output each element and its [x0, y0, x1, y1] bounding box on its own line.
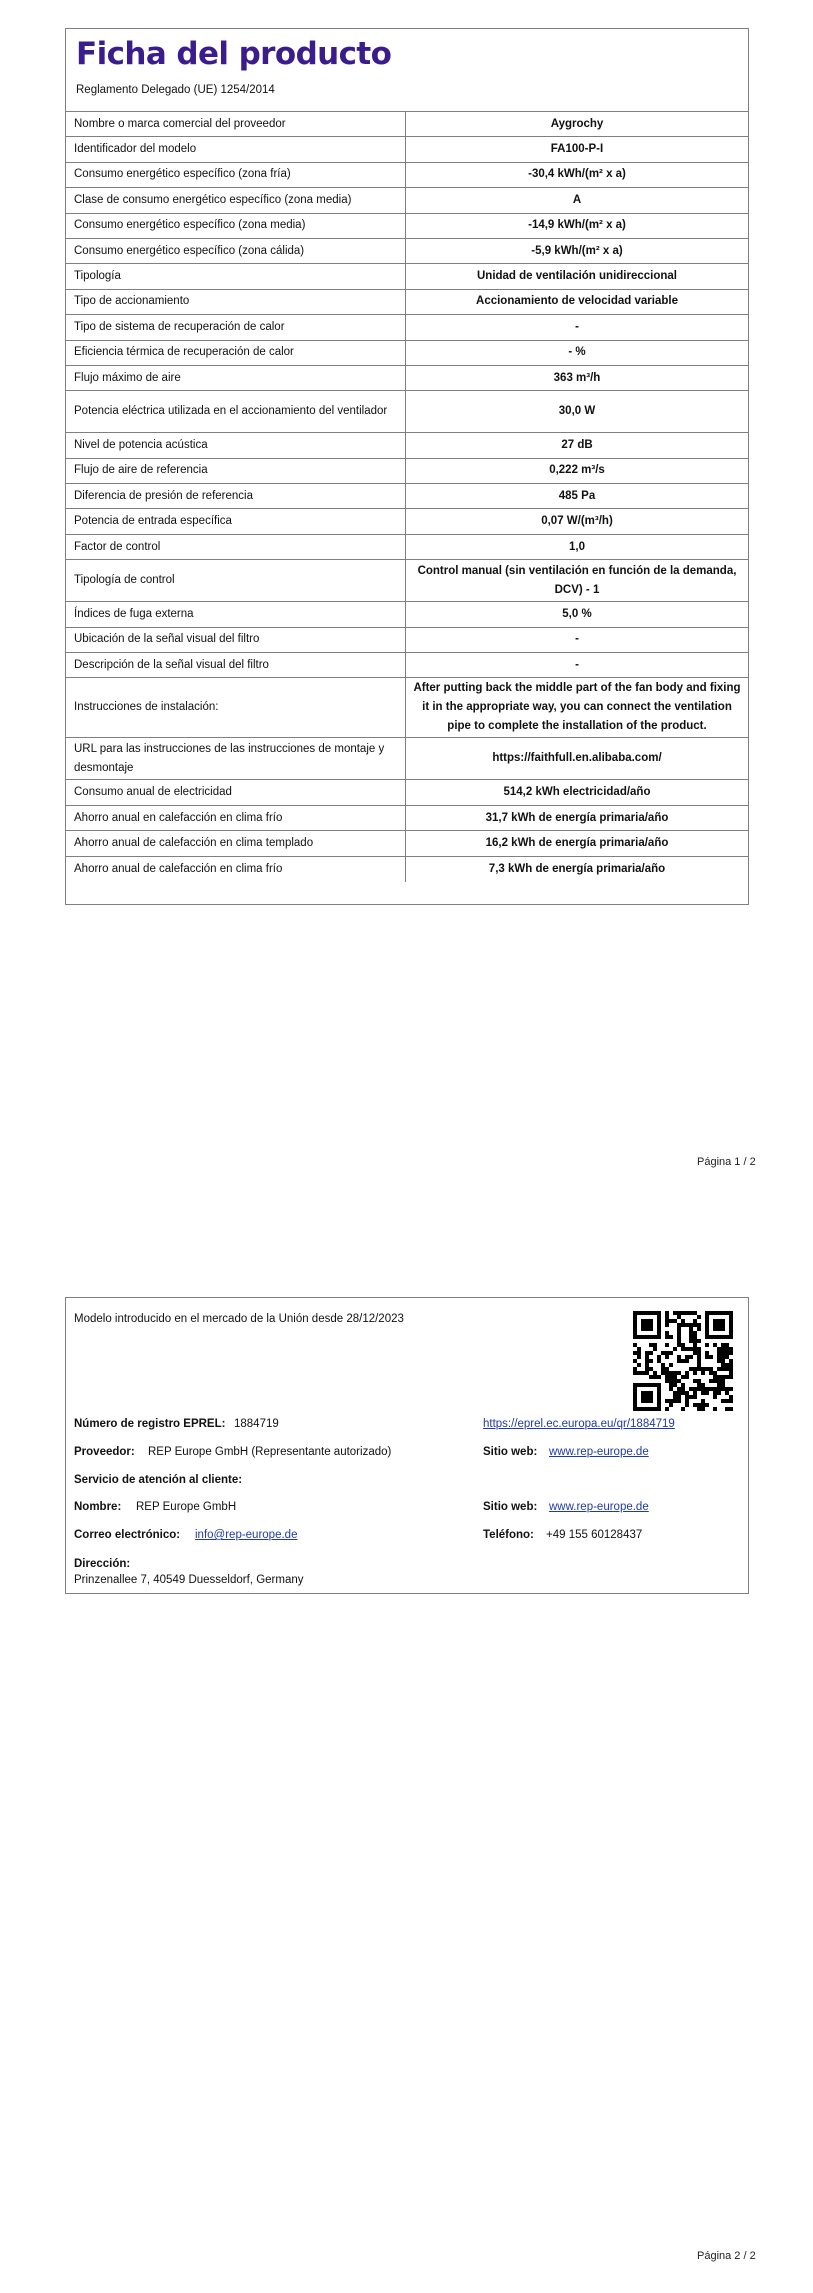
- spec-value: -14,9 kWh/(m² x a): [528, 219, 626, 232]
- spec-row: [66, 560, 748, 602]
- phone-value: +49 155 60128437: [546, 1529, 643, 1541]
- spec-value: 514,2 kWh electricidad/año: [503, 786, 651, 799]
- spec-label: Factor de control: [66, 535, 406, 559]
- spec-row: [66, 391, 748, 433]
- spec-label: Tipología de control: [66, 560, 406, 601]
- email-link[interactable]: info@rep-europe.de: [195, 1529, 298, 1541]
- service-name-value: REP Europe GmbH: [136, 1501, 237, 1513]
- spec-label: Descripción de la señal visual del filtro: [66, 653, 406, 677]
- spec-label: Nivel de potencia acústica: [66, 433, 406, 457]
- eprel-label: Número de registro EPREL:: [74, 1418, 226, 1430]
- spec-value: 363 m³/h: [553, 371, 601, 384]
- spec-value: 30,0 W: [558, 405, 596, 418]
- spec-row: [66, 738, 748, 780]
- spec-label: Ubicación de la señal visual del filtro: [66, 628, 406, 652]
- spec-value: 485 Pa: [558, 489, 596, 502]
- address-value: Prinzenallee 7, 40549 Duesseldorf, Germany: [74, 1574, 304, 1586]
- spec-value: FA100-P-I: [550, 143, 604, 156]
- service-website-label: Sitio web:: [483, 1501, 538, 1513]
- spec-value: Aygrochy: [550, 117, 604, 130]
- sheet-header: [66, 29, 748, 112]
- eprel-link[interactable]: https://eprel.ec.europa.eu/qr/1884719: [483, 1418, 675, 1430]
- spec-label: Ahorro anual de calefacción en clima templado: [66, 831, 406, 855]
- spec-value: -5,9 kWh/(m² x a): [531, 244, 623, 257]
- spec-row: [66, 290, 748, 315]
- spec-label: Ahorro anual en calefacción en clima frío: [66, 806, 406, 830]
- spec-label: Ahorro anual de calefacción en clima frío: [66, 857, 406, 882]
- spec-row: [66, 653, 748, 678]
- spec-row: [66, 264, 748, 289]
- product-sheet-table: [65, 28, 749, 905]
- spec-value: Unidad de ventilación unidireccional: [476, 270, 677, 283]
- page-number-2: Página 2 / 2: [697, 2250, 756, 2262]
- spec-label: Tipo de accionamiento: [66, 290, 406, 314]
- spec-value: -: [575, 320, 579, 333]
- spec-value: 31,7 kWh de energía primaria/año: [485, 811, 669, 824]
- spec-row: [66, 806, 748, 831]
- market-date-text: Modelo introducido en el mercado de la Unión desde 28/12/2023: [74, 1313, 404, 1325]
- spec-value: 7,3 kWh de energía primaria/año: [488, 862, 666, 875]
- spec-label: Índices de fuga externa: [66, 602, 406, 626]
- spec-value: -: [575, 633, 579, 646]
- spec-row: [66, 678, 748, 738]
- spec-row: [66, 857, 748, 882]
- spec-value: 1,0: [569, 540, 585, 553]
- spec-value: -30,4 kWh/(m² x a): [528, 168, 626, 181]
- spec-value: 0,222 m³/s: [549, 464, 605, 477]
- page-number-1: Página 1 / 2: [697, 1156, 756, 1168]
- spec-label: Diferencia de presión de referencia: [66, 484, 406, 508]
- spec-label: Flujo de aire de referencia: [66, 459, 406, 483]
- spec-label: Consumo energético específico (zona fría): [66, 163, 406, 187]
- spec-value: - %: [568, 346, 586, 359]
- spec-row: [66, 459, 748, 484]
- website-label: Sitio web:: [483, 1446, 538, 1458]
- customer-service-heading: Servicio de atención al cliente:: [74, 1474, 243, 1486]
- service-name-label: Nombre:: [74, 1501, 122, 1513]
- spec-value: 5,0 %: [562, 607, 592, 620]
- spec-value: After putting back the middle part of the fan body and fixing it in the appropriate way, you can connect the ventilation pipe to complete the installation of the product.: [413, 682, 741, 733]
- spec-row: [66, 509, 748, 534]
- spec-row: [66, 831, 748, 856]
- registration-box: [65, 1297, 749, 1594]
- spec-value: 16,2 kWh de energía primaria/año: [485, 836, 669, 849]
- spec-label: Tipología: [66, 264, 406, 288]
- spec-label: Instrucciones de instalación:: [66, 678, 406, 737]
- website-link[interactable]: www.rep-europe.de: [549, 1446, 649, 1458]
- email-label: Correo electrónico:: [74, 1529, 181, 1541]
- spec-label: Nombre o marca comercial del proveedor: [66, 112, 406, 136]
- spec-row: [66, 780, 748, 805]
- spec-label: Identificador del modelo: [66, 137, 406, 161]
- spec-value: 27 dB: [561, 439, 593, 451]
- spec-value: Accionamiento de velocidad variable: [476, 295, 678, 308]
- spec-row: [66, 163, 748, 188]
- spec-value: A: [572, 193, 582, 206]
- address-label: Dirección:: [74, 1558, 131, 1570]
- qr-code-icon[interactable]: [633, 1311, 733, 1411]
- spec-rows: [66, 112, 748, 882]
- spec-label: Flujo máximo de aire: [66, 366, 406, 390]
- service-website-link[interactable]: www.rep-europe.de: [549, 1501, 649, 1513]
- spec-label: Consumo energético específico (zona cálida): [66, 239, 406, 263]
- supplier-value: REP Europe GmbH (Representante autorizado): [148, 1446, 392, 1458]
- spec-row: [66, 188, 748, 213]
- spec-value: Control manual (sin ventilación en función de la demanda, DCV) - 1: [417, 564, 737, 596]
- eprel-number: 1884719: [234, 1418, 279, 1430]
- spec-label: Potencia eléctrica utilizada en el accionamiento del ventilador: [66, 391, 406, 432]
- spec-row: [66, 214, 748, 239]
- page-title: Ficha del producto: [76, 36, 392, 72]
- spec-label: Clase de consumo energético específico (zona media): [66, 188, 406, 212]
- spec-label: URL para las instrucciones de las instrucciones de montaje y desmontaje: [66, 738, 406, 779]
- phone-label: Teléfono:: [483, 1529, 534, 1541]
- spec-row: [66, 602, 748, 627]
- spec-row: [66, 366, 748, 391]
- spec-row: [66, 239, 748, 264]
- regulation-subtitle: Reglamento Delegado (UE) 1254/2014: [76, 84, 275, 96]
- spec-row: [66, 112, 748, 137]
- spec-row: [66, 315, 748, 340]
- supplier-label: Proveedor:: [74, 1446, 135, 1458]
- spec-value[interactable]: https://faithfull.en.alibaba.com/: [492, 752, 662, 765]
- spec-value: -: [575, 658, 579, 671]
- spec-label: Tipo de sistema de recuperación de calor: [66, 315, 406, 339]
- spec-label: Potencia de entrada específica: [66, 509, 406, 533]
- spec-row: [66, 137, 748, 162]
- spec-label: Consumo energético específico (zona media): [66, 214, 406, 238]
- spec-row: [66, 535, 748, 560]
- spec-value: 0,07 W/(m³/h): [541, 515, 613, 528]
- spec-row: [66, 341, 748, 366]
- spec-label: Eficiencia térmica de recuperación de calor: [66, 341, 406, 365]
- spec-row: [66, 433, 748, 458]
- spec-label: Consumo anual de electricidad: [66, 780, 406, 804]
- spec-row: [66, 484, 748, 509]
- spec-row: [66, 628, 748, 653]
